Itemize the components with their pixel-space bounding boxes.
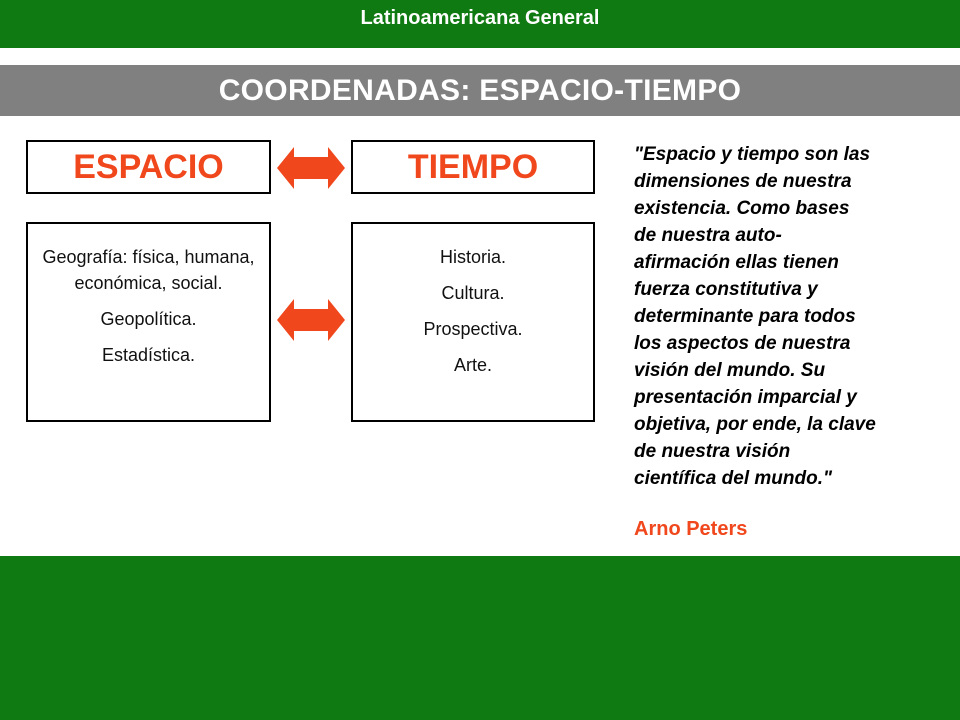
slide-title-bar [0, 65, 960, 116]
espacio-heading: ESPACIO [73, 147, 224, 186]
espacio-heading-box [26, 140, 271, 194]
double-arrow-icon [277, 295, 345, 345]
quote-author: Arno Peters [634, 518, 748, 540]
tiempo-line-cultura: Cultura. [441, 283, 505, 303]
double-arrow-icon [277, 143, 345, 193]
slide-title: COORDENADAS: ESPACIO-TIEMPO [218, 74, 742, 107]
tiempo-line-prospectiva: Prospectiva. [423, 319, 523, 339]
espacio-line-geografia: Geografía: física, humana, económica, social. [42, 247, 255, 293]
tiempo-heading-box [351, 140, 595, 194]
tiempo-line-historia: Historia. [439, 247, 506, 267]
header-title: Latinoamericana General [360, 7, 600, 29]
tiempo-content-box [351, 222, 595, 422]
espacio-line-geopolitica: Geopolítica. [100, 309, 197, 329]
bottom-banner [0, 556, 960, 720]
tiempo-heading: TIEMPO [407, 147, 539, 186]
tiempo-line-arte: Arte. [453, 355, 492, 375]
espacio-content-box [26, 222, 271, 422]
espacio-line-estadistica: Estadística. [101, 345, 196, 365]
quote-text: "Espacio y tiempo son las dimensiones de nuestra existencia. Como bases de nuestra auto- afirmación ellas tienen fuerza constitutiva y determinante para todos los aspectos de nuestra visión del mundo. Su presentación imparcial y objetiva, por ende, la clave de nuestra visión científica del mundo." [634, 144, 876, 489]
top-banner [0, 0, 960, 48]
